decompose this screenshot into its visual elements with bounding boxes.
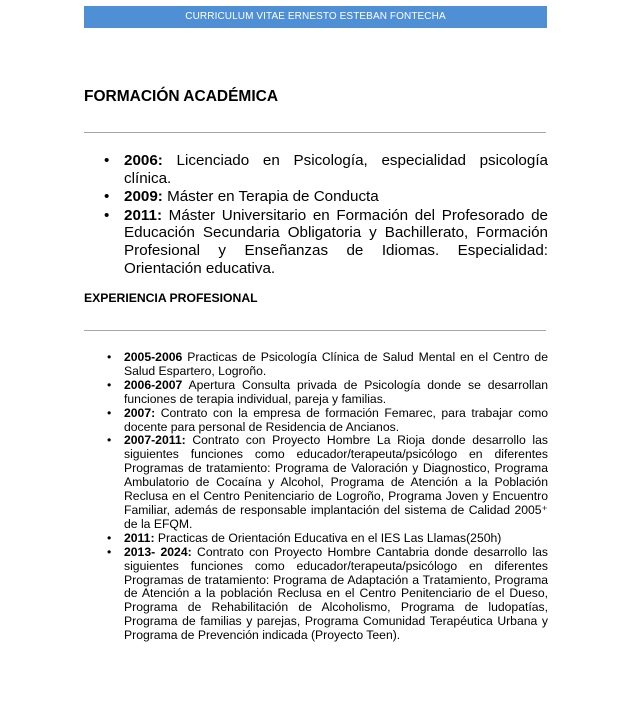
item-year: 2009: (124, 188, 163, 206)
item-year: 2011: (124, 206, 163, 224)
item-text: Practicas de Psicología Clínica de Salud Mental en el Centro de Salud Espartero, Logroño. (124, 350, 548, 378)
education-divider (84, 132, 546, 133)
item-year: 2007: (124, 405, 156, 420)
item-text: Apertura Consulta privada de Psicología donde se desarrollan funciones de terapia individual, pareja y familias. (124, 377, 548, 406)
item-year: 2006: (124, 152, 163, 169)
experience-list (124, 351, 548, 643)
education-item (124, 188, 548, 206)
item-year: 2013- 2024: (124, 544, 192, 559)
header-banner: CURRICULUM VITAE ERNESTO ESTEBAN FONTECHA (84, 6, 547, 28)
item-text: Máster Universitario en Formación del Profesorado de Educación Secundaria Obligatoria y Bachillerato, Formación Profesional y Enseñanzas de Idiomas. Especialidad: Orientación educativa. (124, 206, 548, 277)
experience-item (124, 351, 548, 379)
item-text: Contrato con la empresa de formación Femarec, para trabajar como docente para personal de Residencia de Ancianos. (124, 405, 548, 434)
education-title: FORMACIÓN ACADÉMICA (84, 88, 279, 105)
item-year: 2006-2007 (124, 377, 183, 392)
experience-divider (84, 330, 546, 331)
item-text: Contrato con Proyecto Hombre Cantabria donde desarrollo las siguientes funciones como educador/terapeuta/psicólogo en diferentes Programas de tratamiento: Programa de Adaptación a Tratamiento, Programa de Atención a la población Reclusa en el Centro Penitenciario de el Dueso, Programa de Rehabilitación de Alcoholismo, Programa de ludopatías, Programa de familias y parejas, Programa Comunidad Terapéutica Urbana y Programa de Prevención indicada (Proyecto Teen). (124, 544, 548, 643)
experience-item (124, 407, 548, 435)
item-text: Licenciado en Psicología, especialidad psicología clínica. (124, 152, 548, 187)
experience-item (124, 379, 548, 407)
item-year: 2007-2011: (124, 433, 186, 448)
education-item (124, 207, 548, 277)
item-text: Practicas de Orientación Educativa en el IES Las Llamas(250h) (154, 530, 502, 545)
experience-item (124, 532, 548, 546)
item-text: Máster en Terapia de Conducta (162, 188, 379, 206)
experience-item (124, 434, 548, 531)
education-item (124, 152, 548, 187)
experience-item (124, 546, 548, 643)
item-year: 2005-2006 (124, 350, 183, 364)
education-list (124, 152, 548, 277)
item-text: Contrato con Proyecto Hombre La Rioja donde desarrollo las siguientes funciones como educador/terapeuta/psicólogo en diferentes Programas de tratamiento: Programa de Valoración y Diagnostico, Programa Ambulatorio de Cocaína y Alcohol, Programa de Atención a la Población Reclusa en el Centro Penitenciario de Logroño, Programa Joven y Encuentro Familiar, además de responsable implantación del sistema de Calidad 2005⁺ de la EFQM. (124, 433, 548, 531)
item-year: 2011: (124, 530, 155, 545)
experience-title: EXPERIENCIA PROFESIONAL (84, 291, 258, 305)
